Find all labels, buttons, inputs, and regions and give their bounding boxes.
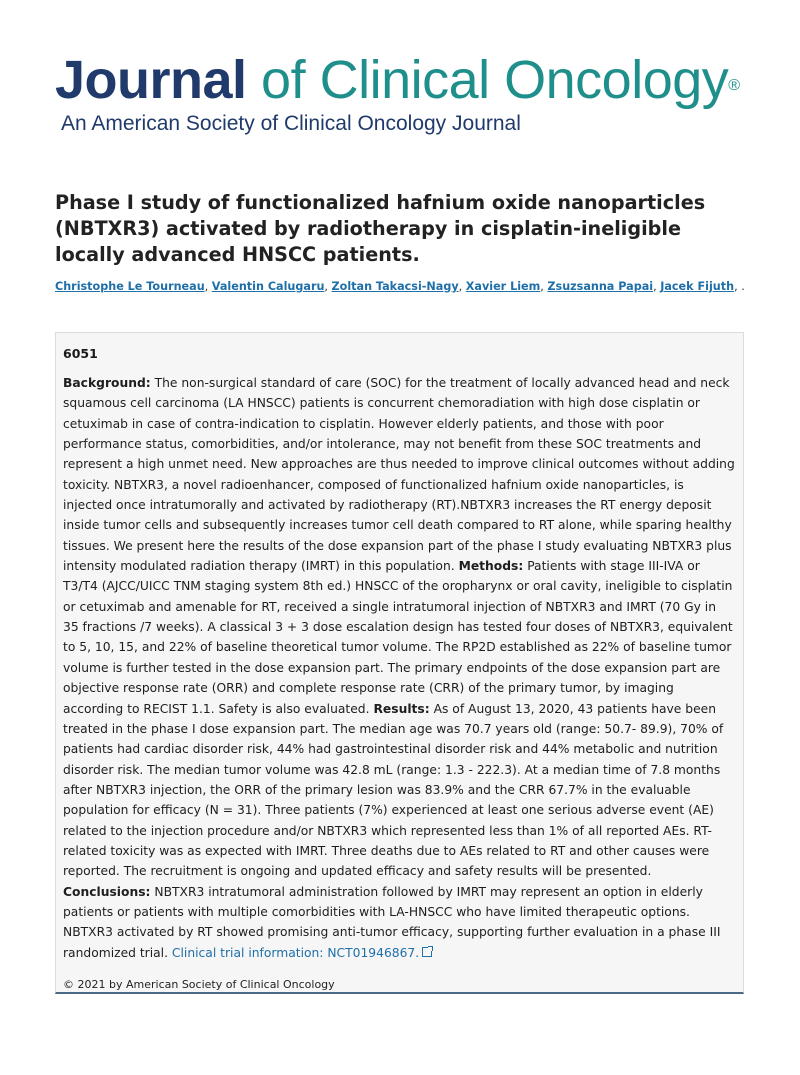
author-trailing: , . <box>734 280 745 293</box>
external-link-icon[interactable] <box>422 947 432 957</box>
author-separator: , <box>204 280 212 293</box>
author-link[interactable]: Christophe Le Tourneau <box>55 280 205 293</box>
article-title: Phase I study of functionalized hafnium oxide nanoparticles (NBTXR3) activated by radiotherapy in cisplatin-ineligible locally advanced HNSCC patients. <box>55 191 706 266</box>
journal-name-bold: Journal <box>55 50 247 110</box>
journal-subtitle: An American Society of Clinical Oncology Journal <box>61 112 521 135</box>
results-text: As of August 13, 2020, 43 patients have been treated in the phase I dose expansion part. The median age was 70.7 years old (range: 50.7- 89.9), 70% of patients had cardiac disorder risk, 44% had gastrointestinal disorder risk and 44% metabolic and nutrition disorder risk. The median tumor volume was 42.8 mL (range: 1.3 - 222.3). At a median time of 7.8 months after NBTXR3 injection, the ORR of the primary lesion was 83.9% and the CRR 67.7% in the evaluable population for efficacy (N = 31). Three patients (7%) experienced at least one serious adverse event (AE) related to the injection procedure and/or NBTXR3 which represented less than 1% of all reported AEs. RT-related toxicity was as expected with IMRT. Three deaths due to AEs related to RT and other causes were reported. The recruitment is ongoing and updated efficacy and safety results will be presented. <box>63 701 724 879</box>
author-link[interactable]: Valentin Calugaru <box>211 280 325 293</box>
methods-text: Patients with stage III-IVA or T3/T4 (AJCC/UICC TNM staging system 8th ed.) HNSCC of the oropharynx or oral cavity, ineligible to cisplatin or cetuximab and amenable for RT, received a single intratumoral injection of NBTXR3 and IMRT (70 Gy in 35 fractions /7 weeks). A classical 3 + 3 dose escalation design has tested four doses of NBTXR3, equivalent to 5, 10, 15, and 22% of baseline theoretical tumor volume. The RP2D established as 22% of baseline tumor volume is further tested in the dose expansion part. The primary endpoints of the dose expansion part are objective response rate (ORR) and complete response rate (CRR) of the primary tumor, by imaging according to RECIST 1.1. Safety is also evaluated. <box>63 559 733 716</box>
conclusions-label: Conclusions: <box>63 884 151 899</box>
clinical-trial-link[interactable]: Clinical trial information: NCT01946867. <box>171 945 420 960</box>
abstract-text <box>63 373 735 963</box>
author-link[interactable]: Zoltan Takacsi-Nagy <box>331 280 459 293</box>
author-link[interactable]: Xavier Liem <box>465 280 541 293</box>
journal-logo[interactable] <box>55 50 775 110</box>
author-list <box>55 279 755 295</box>
author-link[interactable]: Jacek Fijuth <box>660 280 735 293</box>
registered-mark: ® <box>728 77 740 94</box>
journal-masthead <box>55 50 775 136</box>
abstract-box <box>55 332 744 994</box>
author-link[interactable]: Zsuzsanna Papai <box>547 280 654 293</box>
author-separator: , <box>540 280 548 293</box>
author-separator: , <box>653 280 661 293</box>
journal-name-light: of Clinical Oncology <box>246 50 729 110</box>
abstract-number: 6051 <box>63 346 98 361</box>
background-label: Background: <box>63 376 151 390</box>
methods-label: Methods: <box>458 559 524 574</box>
copyright-notice: © 2021 by American Society of Clinical Oncology <box>63 978 335 991</box>
results-label: Results: <box>373 701 430 716</box>
conclusions-text: NBTXR3 intratumoral administration followed by IMRT may represent an option in elderly patients or patients with multiple comorbidities with LA-HNSCC who have limited therapeutic options. NBTXR3 activated by RT showed promising anti-tumor efficacy, supporting further evaluation in a phase III randomized trial. <box>63 884 721 960</box>
author-separator: , <box>458 280 466 293</box>
author-separator: , <box>324 280 332 293</box>
background-text: The non-surgical standard of care (SOC) for the treatment of locally advanced head and neck squamous cell carcinoma (LA HNSCC) patients is concurrent chemoradiation with high dose cisplatin or cetuximab in case of contra-indication to cisplatin. However elderly patients, and those with poor performance status, comorbidities, and/or intolerance, may not benefit from these SOC treatments and represent a high unmet need. New approaches are thus needed to improve clinical outcomes without adding toxicity. NBTXR3, a novel radioenhancer, composed of functionalized hafnium oxide nanoparticles, is injected once intratumorally and activated by radiotherapy (RT).NBTXR3 increases the RT energy deposit inside tumor cells and subsequently increases tumor cell death compared to RT alone, while sparing healthy tissues. We present here the results of the dose expansion part of the phase I study evaluating NBTXR3 plus intensity modulated radiation therapy (IMRT) in this population. <box>63 376 735 574</box>
